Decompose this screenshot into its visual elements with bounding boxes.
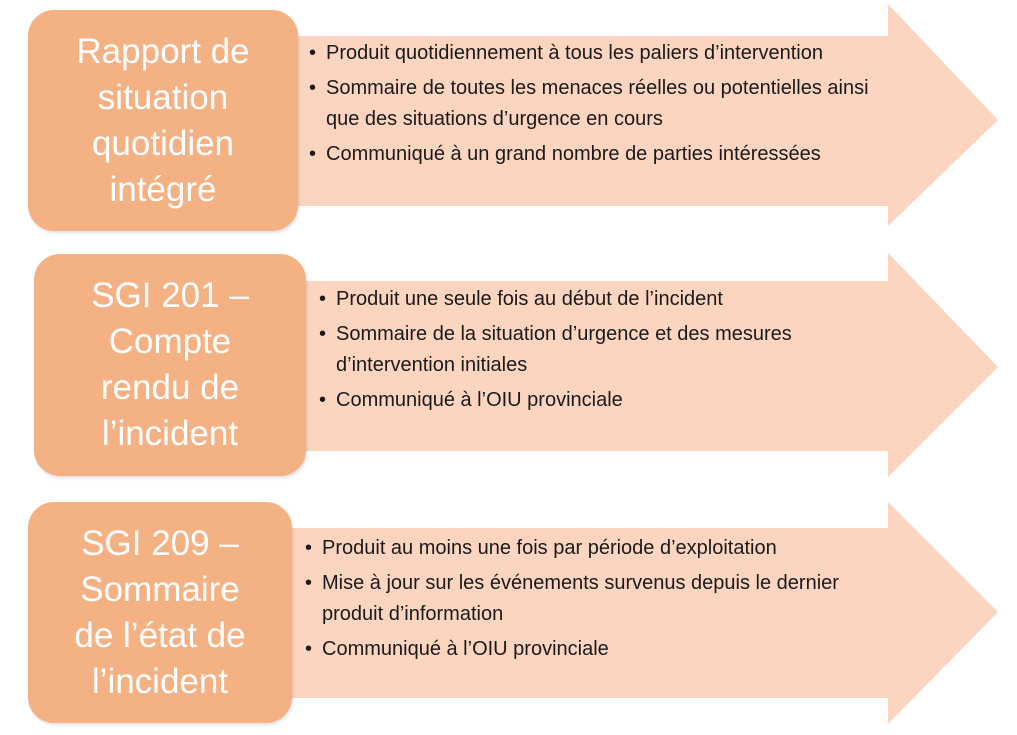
- bullet-item: • Communiqué à un grand nombre de parties intéressées: [306, 139, 906, 170]
- bullet-item: • Communiqué à l’OIU provinciale: [302, 634, 902, 665]
- process-row-daily-report: [0, 2, 1017, 228]
- label-box: [28, 10, 298, 231]
- bullet-item: • Sommaire de la situation d’urgence et des mesures d’intervention initiales: [316, 319, 916, 381]
- bullet-item: • Produit une seule fois au début de l’incident: [316, 284, 916, 315]
- row-title: Rapport de situation quotidien intégré: [76, 31, 250, 209]
- row-title: SGI 209 – Sommaire de l’état de l’incident: [74, 523, 246, 701]
- label-box: [34, 254, 306, 476]
- bullet-item: • Produit quotidiennement à tous les paliers d’intervention: [306, 38, 906, 69]
- bullet-list: [316, 284, 916, 420]
- bullet-list: [306, 38, 906, 174]
- process-row-sgi-201: [0, 251, 1017, 477]
- process-row-sgi-209: [0, 500, 1017, 726]
- bullet-item: • Mise à jour sur les événements survenus depuis le dernier produit d’information: [302, 568, 902, 630]
- bullet-list: [302, 533, 902, 669]
- bullet-item: • Communiqué à l’OIU provinciale: [316, 385, 916, 416]
- row-title: SGI 201 – Compte rendu de l’incident: [91, 276, 249, 453]
- bullet-item: • Sommaire de toutes les menaces réelles ou potentielles ainsi que des situations d’urgence en cours: [306, 73, 906, 135]
- label-box: [28, 502, 292, 723]
- bullet-item: • Produit au moins une fois par période d’exploitation: [302, 533, 902, 564]
